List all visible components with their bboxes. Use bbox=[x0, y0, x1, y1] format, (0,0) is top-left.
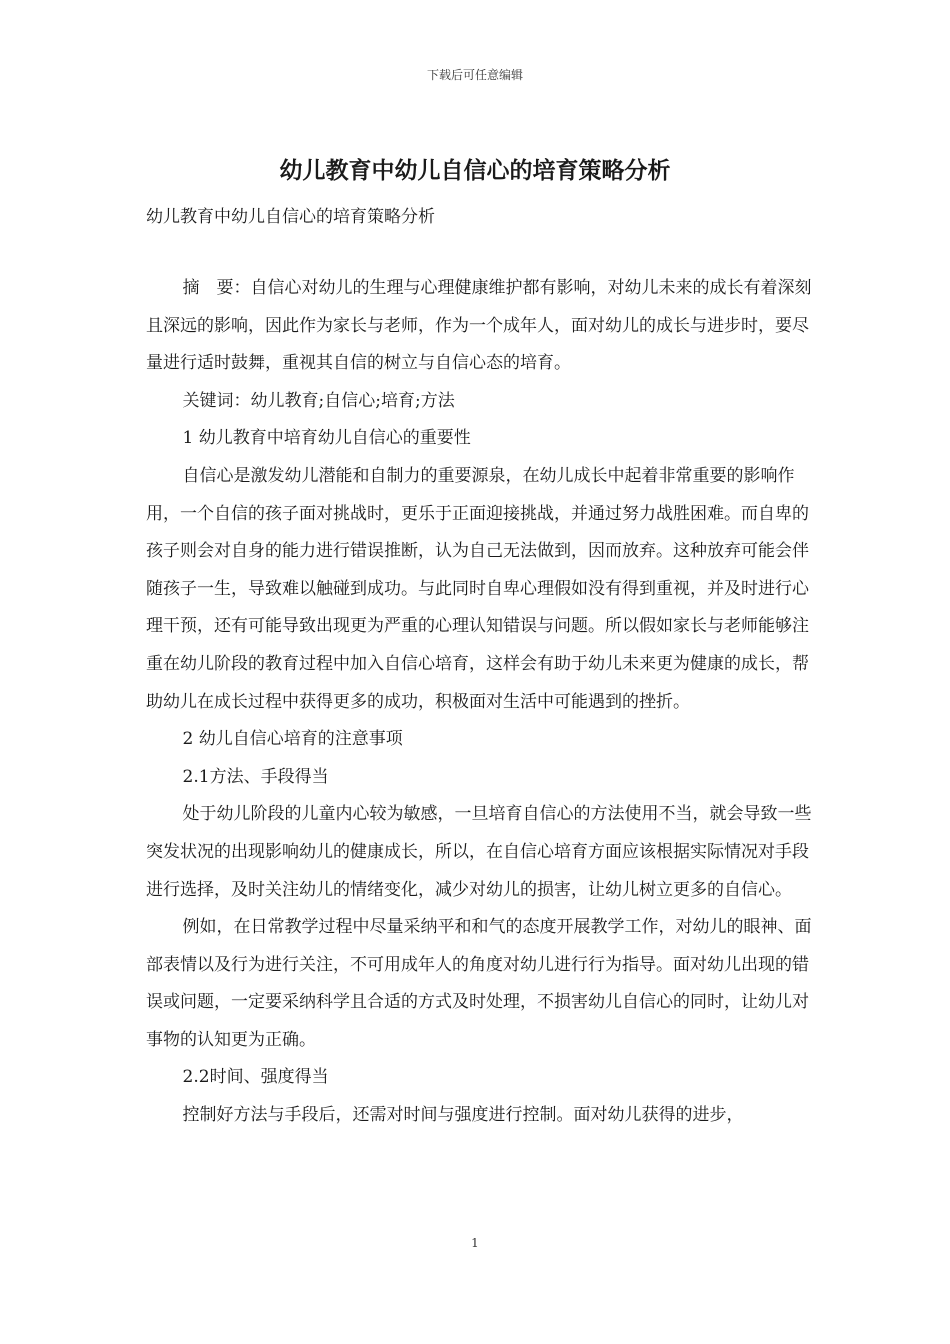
page-number: 1 bbox=[471, 1236, 479, 1250]
section-2-1-example-paragraph: 例如，在日常教学过程中尽量采纳平和和气的态度开展教学工作，对幼儿的眼神、面部表情以及行为进行关注，不可用成年人的角度对幼儿进行行为指导。面对幼儿出现的错误或问题，一定要采纳科学且合适的方式及时处理，不损害幼儿自信心的同时，让幼儿对事物的认知更为正确。 bbox=[146, 917, 812, 1050]
document-body bbox=[146, 270, 812, 1135]
header-note: 下载后可任意编辑 bbox=[426, 68, 523, 82]
section-2-1-paragraph: 处于幼儿阶段的儿童内心较为敏感，一旦培育自信心的方法使用不当，就会导致一些突发状况的出现影响幼儿的健康成长，所以，在自信心培育方面应该根据实际情况对手段进行选择，及时关注幼儿的情绪变化，减少对幼儿的损害，让幼儿树立更多的自信心。 bbox=[146, 804, 812, 900]
document-subtitle: 幼儿教育中幼儿自信心的培育策略分析 bbox=[146, 207, 435, 227]
keywords-line: 关键词：幼儿教育;自信心;培育;方法 bbox=[182, 390, 455, 411]
section-2-2-heading: 2.2时间、强度得当 bbox=[182, 1067, 329, 1088]
section-2-heading: 2 幼儿自信心培育的注意事项 bbox=[182, 729, 403, 750]
document-title: 幼儿教育中幼儿自信心的培育策略分析 bbox=[279, 158, 671, 184]
section-2-2-paragraph: 控制好方法与手段后，还需对时间与强度进行控制。面对幼儿获得的进步， bbox=[182, 1105, 744, 1126]
section-1-heading: 1 幼儿教育中培育幼儿自信心的重要性 bbox=[182, 428, 471, 449]
abstract-paragraph: 摘 要：自信心对幼儿的生理与心理健康维护都有影响，对幼儿未来的成长有着深刻且深远的影响，因此作为家长与老师，作为一个成年人，面对幼儿的成长与进步时，要尽量进行适时鼓舞，重视其自信的树立与自信心态的培育。 bbox=[146, 278, 812, 374]
section-2-1-heading: 2.1方法、手段得当 bbox=[182, 766, 329, 787]
section-1-paragraph: 自信心是激发幼儿潜能和自制力的重要源泉，在幼儿成长中起着非常重要的影响作用，一个自信的孩子面对挑战时，更乐于正面迎接挑战，并通过努力战胜困难。而自卑的孩子则会对自身的能力进行错误推断，认为自己无法做到，因而放弃。这种放弃可能会伴随孩子一生，导致难以触碰到成功。与此同时自卑心理假如没有得到重视，并及时进行心理干预，还有可能导致出现更为严重的心理认知错误与问题。所以假如家长与老师能够注重在幼儿阶段的教育过程中加入自信心培育，这样会有助于幼儿未来更为健康的成长，帮助幼儿在成长过程中获得更多的成功，积极面对生活中可能遇到的挫折。 bbox=[146, 465, 809, 712]
